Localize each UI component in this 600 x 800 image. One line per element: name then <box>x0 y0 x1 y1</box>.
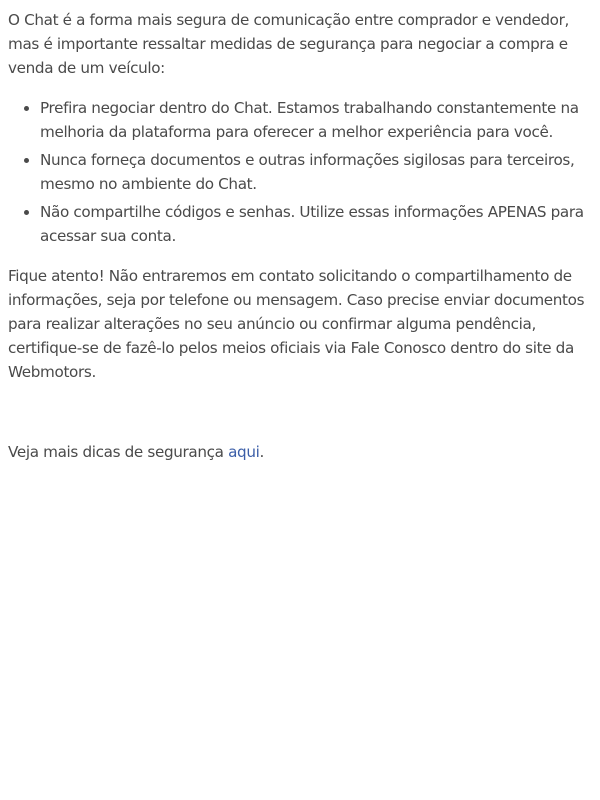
intro-paragraph: O Chat é a forma mais segura de comunicação entre comprador e vendedor, mas é importante ressaltar medidas de segurança para negociar a compra e venda de um veículo: <box>8 11 569 77</box>
warning-paragraph: Fique atento! Não entraremos em contato solicitando o compartilhamento de informações, seja por telefone ou mensagem. Caso precise enviar documentos para realizar alterações no seu anúncio ou confirmar alguma pendência, certifique-se de fazê-lo pelos meios oficiais via Fale Conosco dentro do site da Webmotors. <box>8 267 585 381</box>
more-tips-link[interactable]: aqui <box>228 443 260 461</box>
security-tips-list <box>8 96 592 248</box>
more-tips-line <box>8 440 592 464</box>
list-item: • Prefira negociar dentro do Chat. Estamos trabalhando constantemente na melhoria da plataforma para oferecer a melhor experiência para você. <box>40 96 592 144</box>
more-tips-prefix: Veja mais dicas de segurança <box>8 443 229 461</box>
more-tips-suffix: . <box>259 443 264 461</box>
list-item: • Nunca forneça documentos e outras informações sigilosas para terceiros, mesmo no ambiente do Chat. <box>40 148 592 196</box>
list-item: • Não compartilhe códigos e senhas. Utilize essas informações APENAS para acessar sua conta. <box>40 200 592 248</box>
